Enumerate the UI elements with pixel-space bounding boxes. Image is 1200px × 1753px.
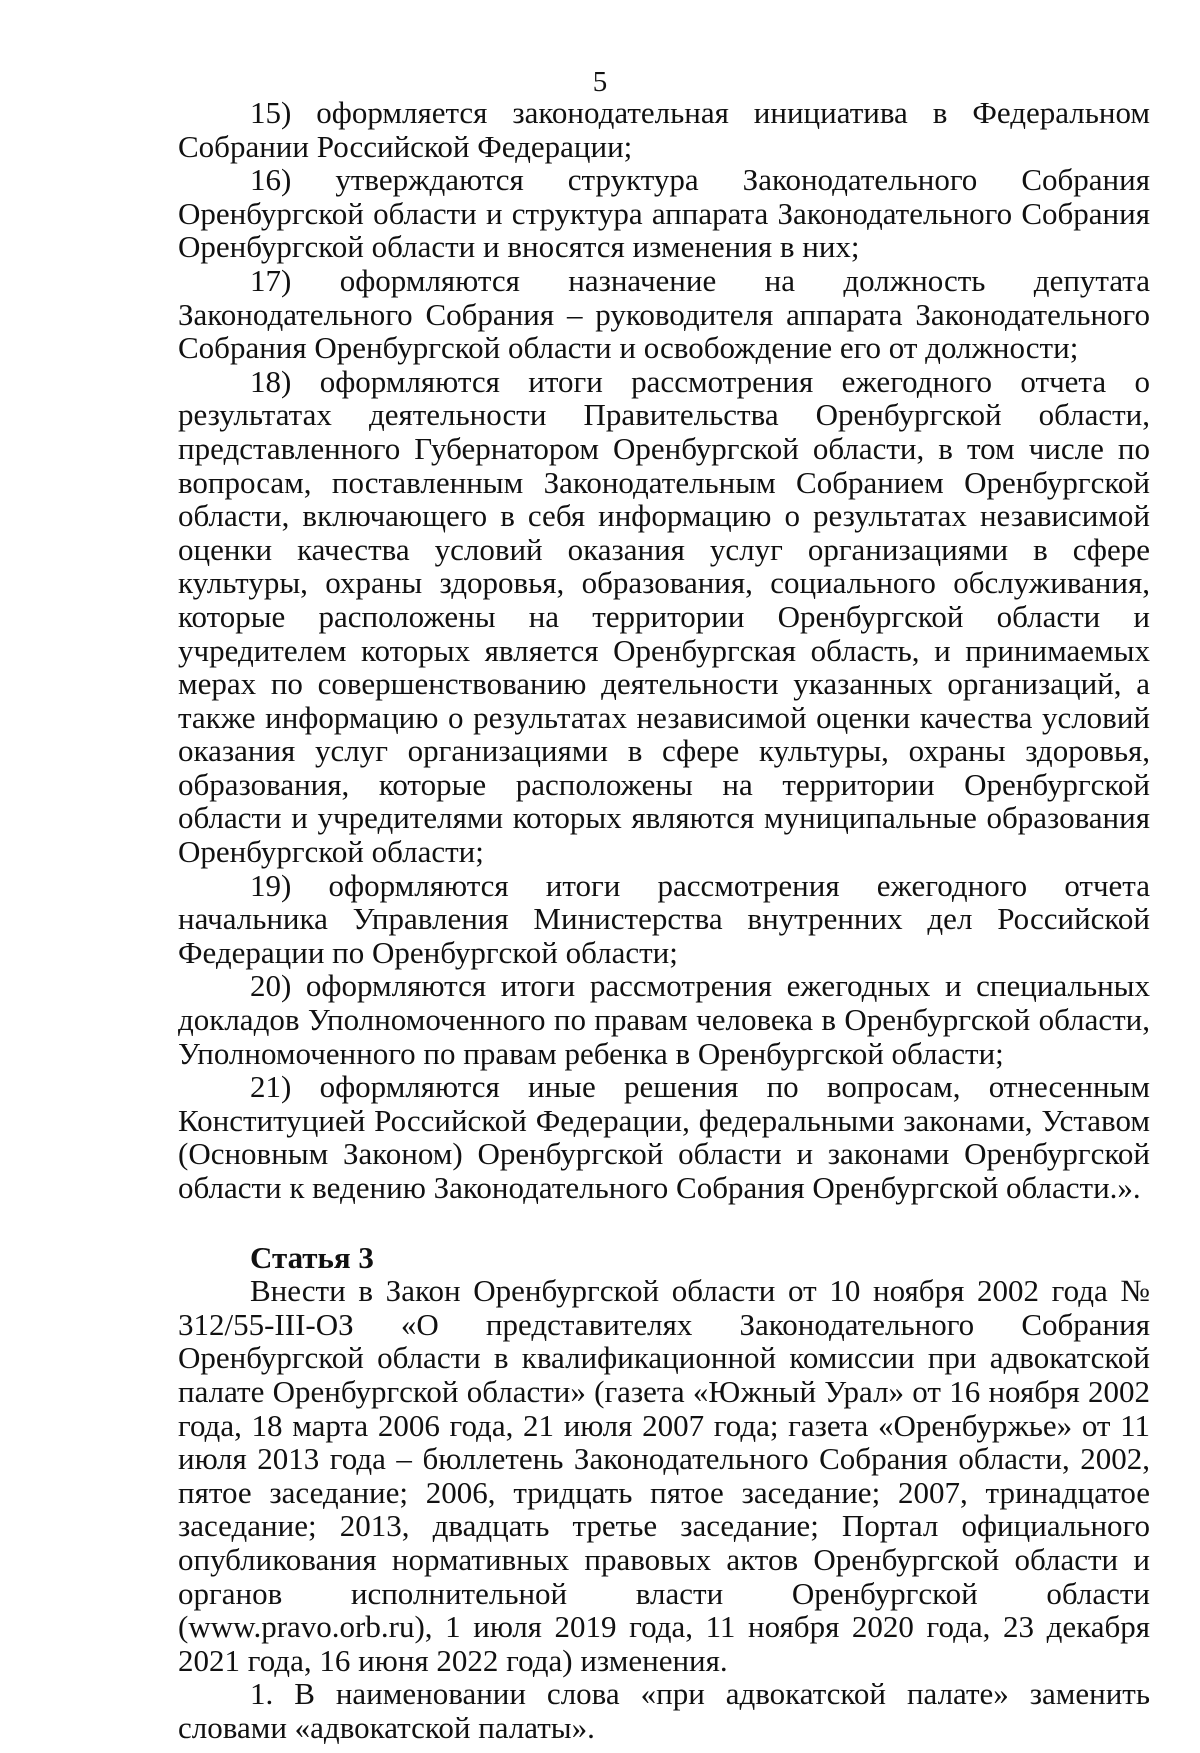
document-body [178, 96, 1150, 1745]
list-item-20: 20) оформляются итоги рассмотрения ежегодных и специальных докладов Уполномоченного по правам человека в Оренбургской области, Уполномоченного по правам ребенка в Оренбургской области; [178, 968, 1150, 1071]
article-intro-paragraph: Внести в Закон Оренбургской области от 10 ноября 2002 года № 312/55-III-ОЗ «О представителях Законодательного Собрания Оренбургской области в квалификационной комиссии при адвокатской палате Оренбургской области» (газета «Южный Урал» от 16 ноября 2002 года, 18 марта 2006 года, 21 июля 2007 года; газета «Оренбуржье» от 11 июля 2013 года – бюллетень Законодательного Собрания области, 2002, пятое заседание; 2006, тридцать пятое заседание; 2007, тринадцатое заседание; 2013, двадцать третье заседание; Портал официального опубликования нормативных правовых актов Оренбургской области и органов исполнительной власти Оренбургской области (www.pravo.orb.ru), 1 июля 2019 года, 11 ноября 2020 года, 23 декабря 2021 года, 16 июня 2022 года) изменения. [178, 1273, 1150, 1678]
list-item-15: 15) оформляется законодательная инициатива в Федеральном Собрании Российской Федерации; [178, 95, 1150, 164]
page-number: 5 [592, 66, 608, 98]
list-item-17: 17) оформляются назначение на должность депутата Законодательного Собрания – руководителя аппарата Законодательного Собрания Оренбургской области и освобождение его от должности; [178, 262, 1150, 366]
list-item-21: 21) оформляются иные решения по вопросам, отнесенным Конституцией Российской Федерации, федеральными законами, Уставом (Основным Законом) Оренбургской области и законами Оренбургской области к ведению Законодательного Собрания Оренбургской области.». [178, 1069, 1150, 1205]
article-point-1: 1. В наименовании слова «при адвокатской палате» заменить словами «адвокатской палаты». [178, 1676, 1150, 1745]
list-item-18: 18) оформляются итоги рассмотрения ежегодного отчета о результатах деятельности Правительства Оренбургской области, представленного Губернатором Оренбургской области, в том числе по вопросам, поставленным Законодательным Собранием Оренбургской области, включающего в себя информацию о результатах независимой оценки качества условий оказания услуг организациями в сфере культуры, охраны здоровья, образования, социального обслуживания, которые расположены на территории Оренбургской области и учредителем которых является Оренбургская область, и принимаемых мерах по совершенствованию деятельности указанных организаций, а также информацию о результатах независимой оценки качества условий оказания услуг организациями в сфере культуры, охраны здоровья, образования, которые расположены на территории Оренбургской области и учредителями которых являются муниципальные образования Оренбургской области; [178, 363, 1150, 870]
article-heading: Статья 3 [250, 1239, 374, 1275]
list-item-19: 19) оформляются итоги рассмотрения ежегодного отчета начальника Управления Министерства внутренних дел Российской Федерации по Оренбургской области; [178, 867, 1150, 970]
list-item-16: 16) утверждаются структура Законодательного Собрания Оренбургской области и структура аппарата Законодательного Собрания Оренбургской области и вносятся изменения в них; [178, 162, 1150, 265]
